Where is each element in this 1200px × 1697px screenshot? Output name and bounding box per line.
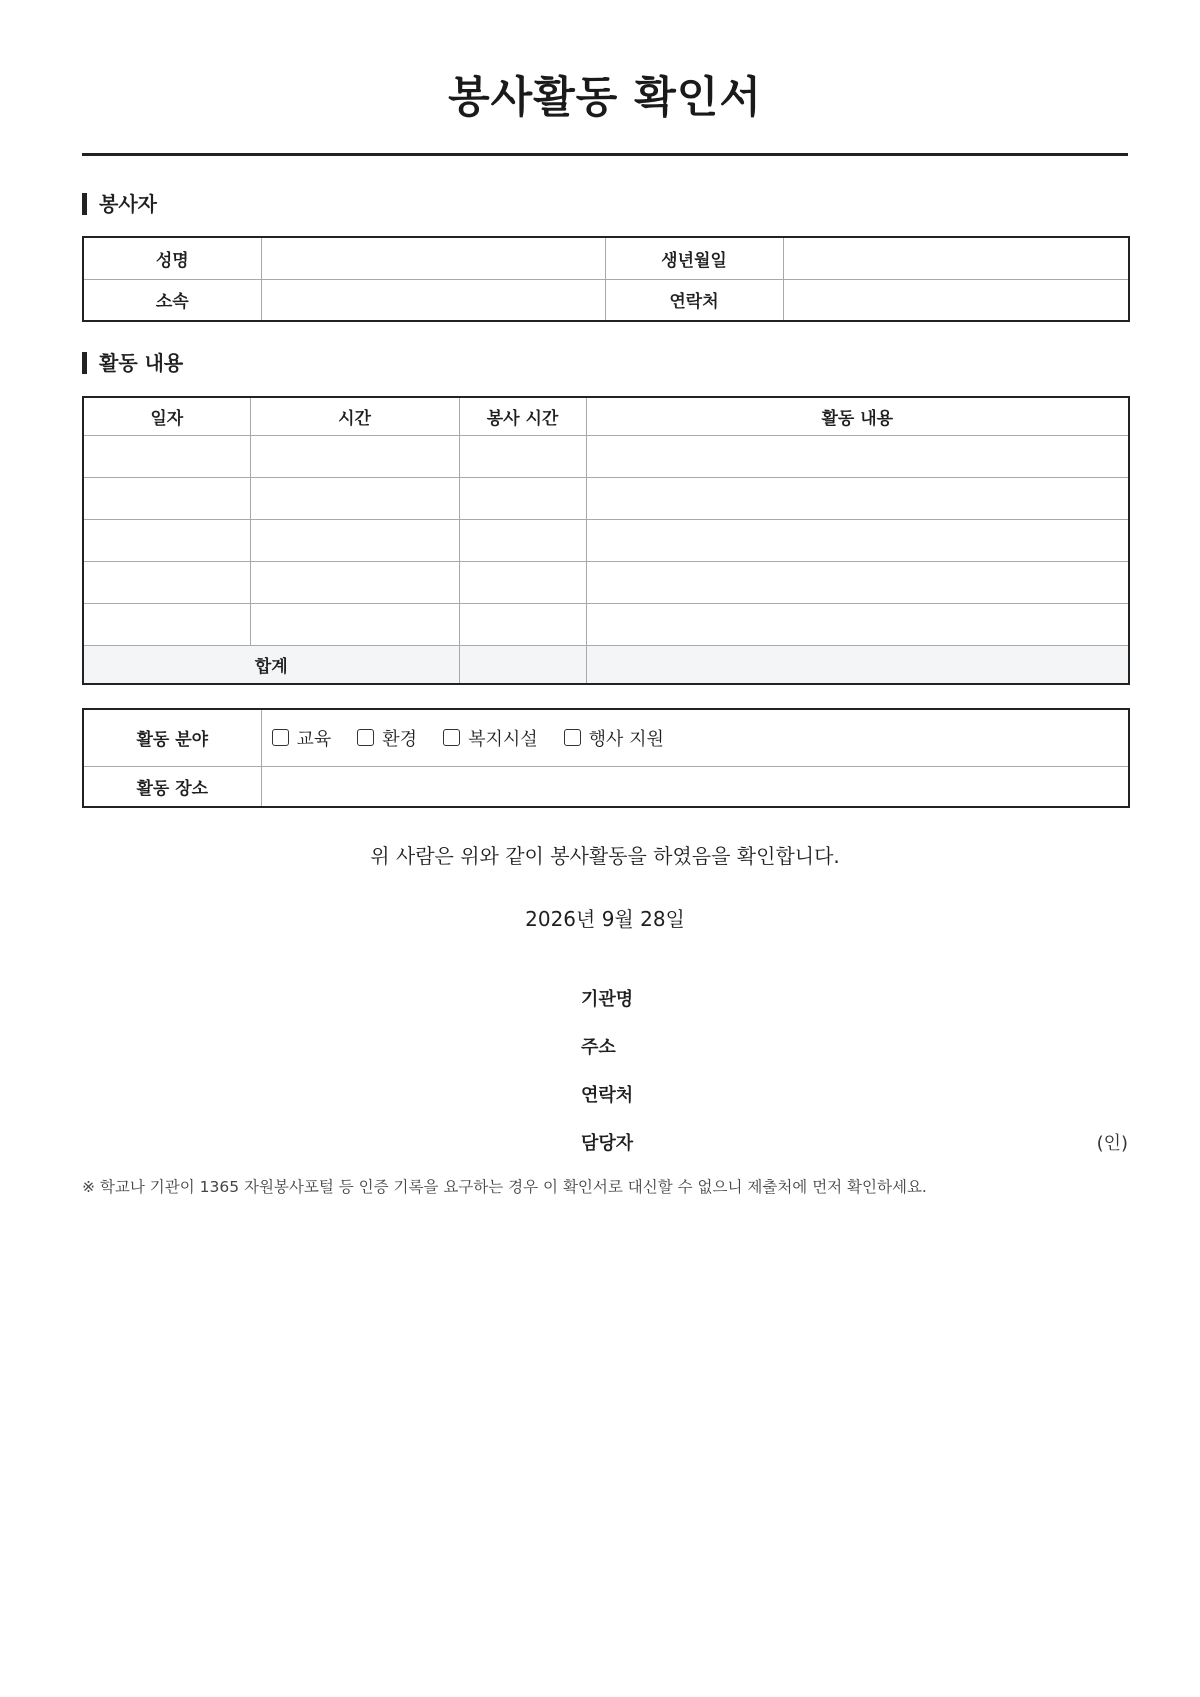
activity-heading-text: 활동 내용 xyxy=(99,351,184,375)
activity-details-table xyxy=(82,708,1130,808)
activity-field-row xyxy=(83,709,1129,766)
column-header-description: 활동 내용 xyxy=(586,397,1129,435)
activity-section-heading xyxy=(82,351,183,375)
issuer-contact-label: 연락처 xyxy=(581,1085,634,1106)
time-cell[interactable] xyxy=(250,477,459,519)
volunteer-section-heading xyxy=(82,192,157,216)
affiliation-label: 소속 xyxy=(83,279,261,321)
option-label: 복지시설 xyxy=(468,728,538,750)
option-event-support[interactable] xyxy=(564,725,664,751)
description-cell[interactable] xyxy=(586,603,1129,645)
confirmation-statement: 위 사람은 위와 같이 봉사활동을 하였음을 확인합니다. xyxy=(370,844,840,868)
option-environment[interactable] xyxy=(357,725,417,751)
name-label: 성명 xyxy=(83,237,261,279)
document-title: 봉사활동 확인서 xyxy=(448,73,762,123)
option-label: 교육 xyxy=(296,728,332,750)
volunteer-heading-text: 봉사자 xyxy=(99,192,157,216)
table-row xyxy=(83,603,1129,645)
date-cell[interactable] xyxy=(83,519,250,561)
activity-field-options xyxy=(272,725,1119,751)
table-row xyxy=(83,561,1129,603)
column-header-hours: 봉사 시간 xyxy=(459,397,586,435)
volunteer-row-1 xyxy=(83,237,1129,279)
total-label: 합계 xyxy=(83,645,459,684)
table-row xyxy=(83,435,1129,477)
seal-mark: (인) xyxy=(1096,1133,1128,1154)
option-welfare-facility[interactable] xyxy=(443,725,538,751)
date-cell[interactable] xyxy=(83,561,250,603)
activity-table-header xyxy=(83,397,1129,435)
hours-cell[interactable] xyxy=(459,603,586,645)
description-cell[interactable] xyxy=(586,561,1129,603)
title-divider xyxy=(82,153,1128,156)
hours-cell[interactable] xyxy=(459,519,586,561)
checkbox[interactable] xyxy=(357,729,374,746)
column-header-date: 일자 xyxy=(83,397,250,435)
time-cell[interactable] xyxy=(250,561,459,603)
description-cell[interactable] xyxy=(586,435,1129,477)
birth-date-value-cell[interactable] xyxy=(783,237,1129,279)
hours-cell[interactable] xyxy=(459,435,586,477)
time-cell[interactable] xyxy=(250,519,459,561)
option-education[interactable] xyxy=(272,725,332,751)
total-row xyxy=(83,645,1129,684)
heading-bar xyxy=(82,193,87,215)
hours-cell[interactable] xyxy=(459,477,586,519)
total-description-cell xyxy=(586,645,1129,684)
activity-place-value-cell[interactable] xyxy=(261,766,1129,807)
birth-date-label: 생년월일 xyxy=(605,237,783,279)
description-cell[interactable] xyxy=(586,477,1129,519)
time-cell[interactable] xyxy=(250,603,459,645)
activity-field-label: 활동 분야 xyxy=(83,709,261,766)
affiliation-value-cell[interactable] xyxy=(261,279,605,321)
checkbox[interactable] xyxy=(443,729,460,746)
issuer-address-label: 주소 xyxy=(581,1037,616,1058)
issue-date: 2026년 9월 28일 xyxy=(525,907,685,931)
volunteer-row-2 xyxy=(83,279,1129,321)
volunteer-contact-value-cell[interactable] xyxy=(783,279,1129,321)
checkbox[interactable] xyxy=(564,729,581,746)
option-label: 환경 xyxy=(382,728,418,750)
volunteer-contact-label: 연락처 xyxy=(605,279,783,321)
volunteer-table xyxy=(82,236,1130,322)
activity-place-row xyxy=(83,766,1129,807)
total-hours-cell[interactable] xyxy=(459,645,586,684)
name-value-cell[interactable] xyxy=(261,237,605,279)
issuer-manager-label: 담당자 xyxy=(581,1133,634,1154)
time-cell[interactable] xyxy=(250,435,459,477)
table-row xyxy=(83,519,1129,561)
heading-bar xyxy=(82,352,87,374)
footnote: ※ 학교나 기관이 1365 자원봉사포털 등 인증 기록을 요구하는 경우 이 확인서로 대신할 수 없으니 제출처에 먼저 확인하세요. xyxy=(82,1178,927,1196)
description-cell[interactable] xyxy=(586,519,1129,561)
column-header-time: 시간 xyxy=(250,397,459,435)
activity-table xyxy=(82,396,1130,685)
option-label: 행사 지원 xyxy=(588,728,664,750)
date-cell[interactable] xyxy=(83,435,250,477)
activity-place-label: 활동 장소 xyxy=(83,766,261,807)
hours-cell[interactable] xyxy=(459,561,586,603)
date-cell[interactable] xyxy=(83,477,250,519)
issuer-org-label: 기관명 xyxy=(581,989,634,1010)
activity-field-options-cell xyxy=(261,709,1129,766)
table-row xyxy=(83,477,1129,519)
date-cell[interactable] xyxy=(83,603,250,645)
checkbox[interactable] xyxy=(272,729,289,746)
